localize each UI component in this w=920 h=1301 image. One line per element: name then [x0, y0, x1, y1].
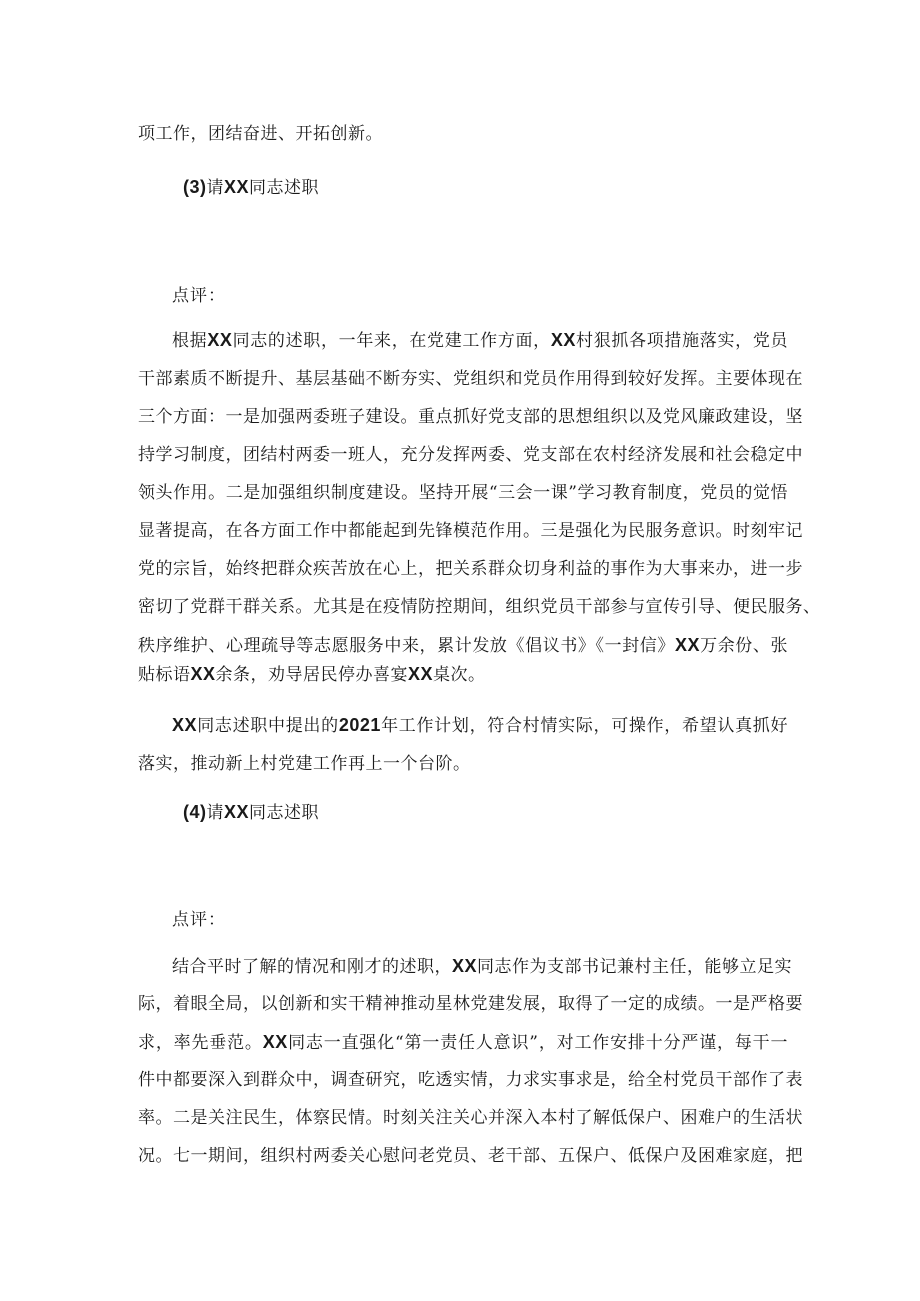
section-3-heading: (3)请XX同志述职	[183, 177, 320, 198]
section-3-comment-label: 点评：	[172, 286, 226, 306]
text-line: 干部素质不断提升、基层基础不断夯实、党组织和党员作用得到较好发挥。主要体现在	[138, 369, 803, 389]
text-line: 秩序维护、心理疏导等志愿服务中来，累计发放《倡议书》《一封信》XX万余份、张	[138, 635, 788, 656]
text-line: 况。七一期间，组织村两委关心慰问老党员、老干部、五保户、低保户及困难家庭，把	[138, 1146, 803, 1166]
text-line: 领头作用。二是加强组织制度建设。坚持开展“三会一课”学习教育制度，党员的觉悟	[138, 483, 788, 503]
section-4-heading: (4)请XX同志述职	[183, 802, 320, 823]
text-line: 密切了党群干群关系。尤其是在疫情防控期间，组织党员干部参与宣传引导、便民服务、	[138, 597, 821, 617]
text-line: 党的宗旨，始终把群众疾苦放在心上，把关系群众切身利益的事作为大事来办，进一步	[138, 559, 803, 579]
intro-line: 项工作，团结奋进、开拓创新。	[138, 124, 383, 144]
text-line: 际，着眼全局，以创新和实干精神推动星林党建发展，取得了一定的成绩。一是严格要	[138, 994, 803, 1014]
section-4-comment-label: 点评：	[172, 910, 226, 930]
text-line: XX同志述职中提出的2021年工作计划，符合村情实际，可操作，希望认真抓好	[172, 715, 789, 736]
text-line: 三个方面：一是加强两委班子建设。重点抓好党支部的思想组织以及党风廉政建设，坚	[138, 407, 803, 427]
text-line: 率。二是关注民生，体察民情。时刻关注关心并深入本村了解低保户、困难户的生活状	[138, 1108, 803, 1128]
text-line: 持学习制度，团结村两委一班人，充分发挥两委、党支部在农村经济发展和社会稳定中	[138, 445, 803, 465]
text-line: 结合平时了解的情况和刚才的述职，XX同志作为支部书记兼村主任，能够立足实	[172, 956, 793, 977]
text-line: 落实，推动新上村党建工作再上一个台阶。	[138, 754, 471, 774]
text-line: 显著提高，在各方面工作中都能起到先锋模范作用。三是强化为民服务意识。时刻牢记	[138, 521, 803, 541]
text-line: 求，率先垂范。XX同志一直强化“第一责任人意识”，对工作安排十分严谨，每干一	[138, 1032, 789, 1053]
text-line: 贴标语XX余条，劝导居民停办喜宴XX桌次。	[138, 664, 486, 685]
text-line: 件中都要深入到群众中，调查研究，吃透实情，力求实事求是，给全村党员干部作了表	[138, 1070, 803, 1090]
text-line: 根据XX同志的述职，一年来，在党建工作方面，XX村狠抓各项措施落实，党员	[172, 330, 789, 351]
